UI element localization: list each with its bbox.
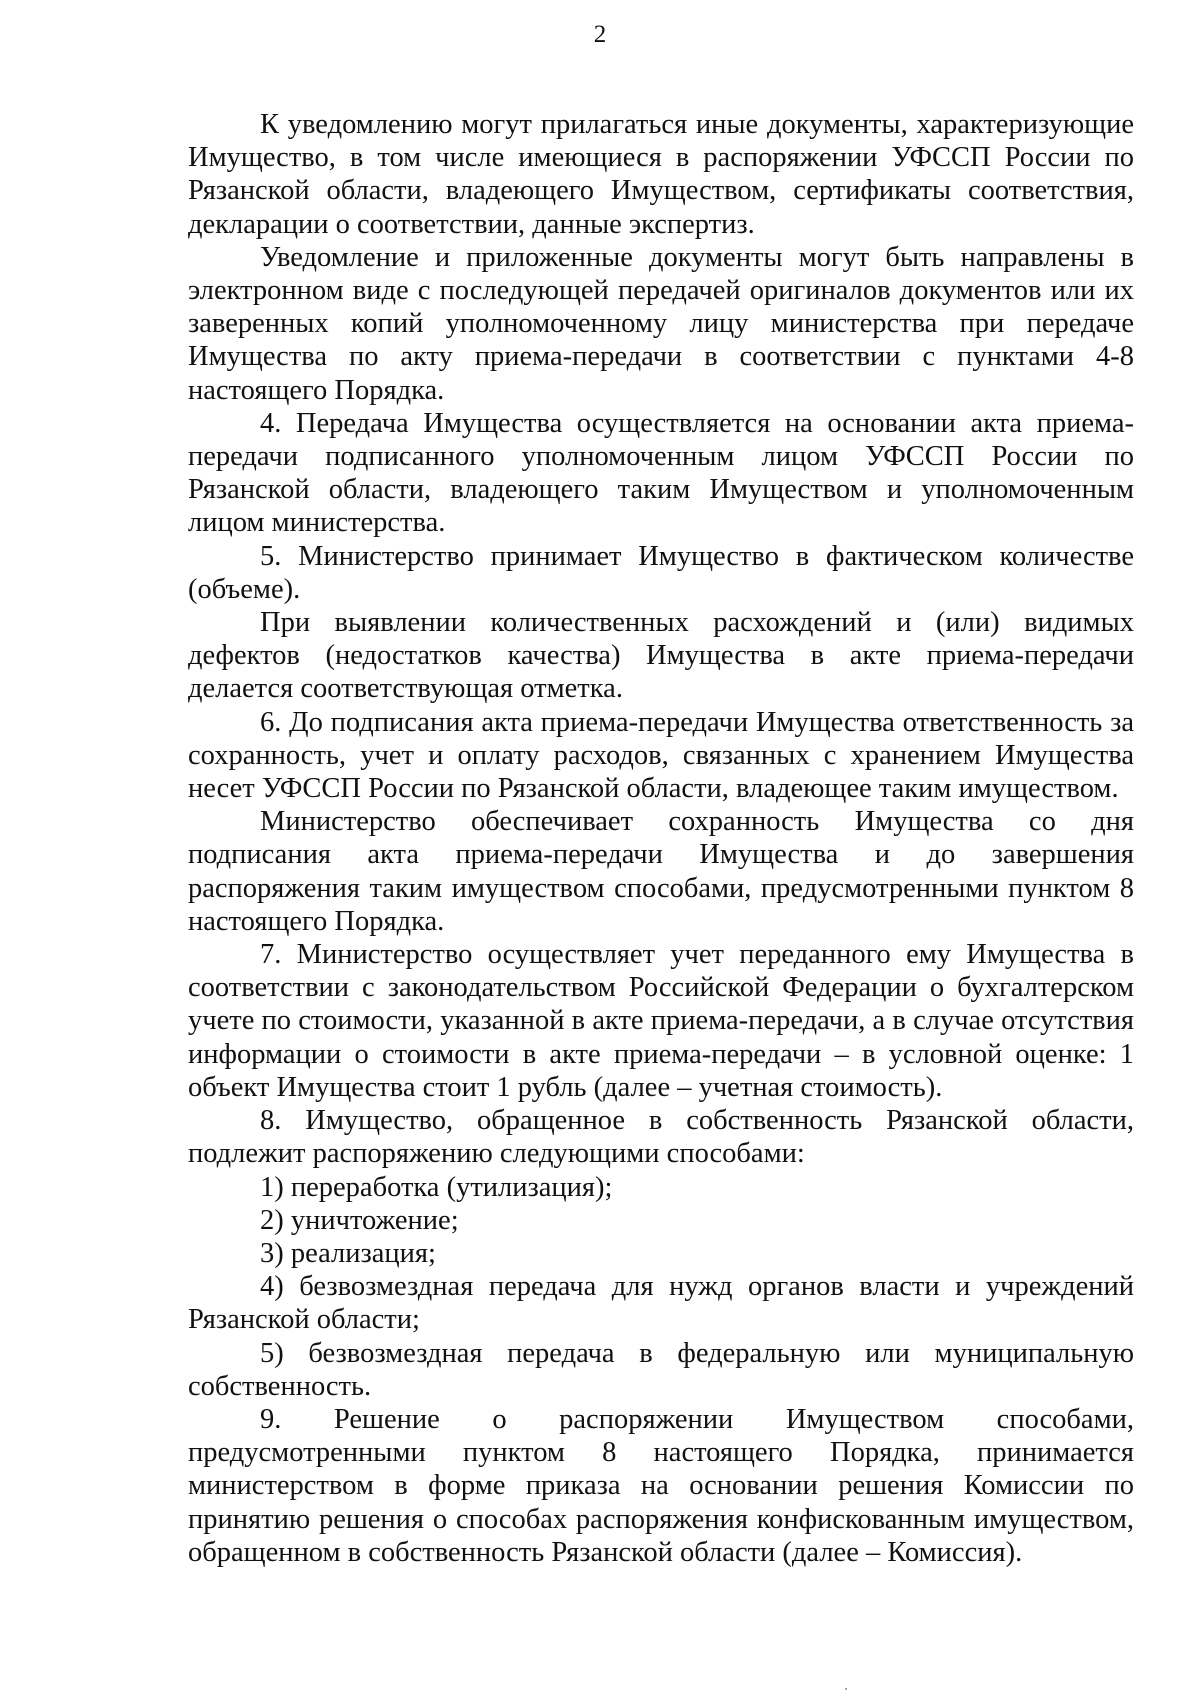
paragraph-item-4: 4. Передача Имущества осуществляется на основании акта приема-передачи подписанного уполномоченным лицом УФССП России по Рязанской области, владеющего таким Имуществом и уполномоченным лицом министерства. (188, 407, 1134, 539)
paragraph-discrepancies: При выявлении количественных расхождений и (или) видимых дефектов (недостатков качества) Имущества в акте приема-передачи делается соответствующая отметка. (188, 607, 1134, 705)
paragraph-item-6: 6. До подписания акта приема-передачи Имущества ответственность за сохранность, учет и оплату расходов, связанных с хранением Имущества несет УФССП России по Рязанской области, владеющее таким имуществом. (188, 706, 1134, 805)
paragraph-electronic-submission: Уведомление и приложенные документы могут быть направлены в электронном виде с последующей передачей оригиналов документов или их заверенных копий уполномоченному лицу министерства при передаче Имущества по акту приема-передачи в соответствии с пунктами 4-8 настоящего Порядка. (188, 241, 1134, 406)
list-item-sale: 3) реализация; (260, 1237, 436, 1269)
list-item-transfer-regional: 4) безвозмездная передача для нужд органов власти и учреждений Рязанской области; (188, 1271, 1134, 1336)
list-item-recycling: 1) переработка (утилизация); (260, 1171, 613, 1203)
paragraph-item-9: 9. Решение о распоряжении Имуществом способами, предусмотренными пунктом 8 настоящего Порядка, принимается министерством в форме приказа на основании решения Комиссии по принятию решения о способах распоряжения конфискованным имуществом, обращенном в собственность Рязанской области (далее – Комиссия). (188, 1403, 1134, 1568)
paragraph-item-7: 7. Министерство осуществляет учет переданного ему Имущества в соответствии с законодательством Российской Федерации о бухгалтерском учете по стоимости, указанной в акте приема-передачи, а в случае отсутствия информации о стоимости в акте приема-передачи – в условной оценке: 1 объект Имущества стоит 1 рубль (далее – учетная стоимость). (188, 939, 1134, 1103)
scan-speck (845, 1688, 847, 1690)
list-item-destruction: 2) уничтожение; (260, 1204, 459, 1236)
paragraph-item-8: 8. Имущество, обращенное в собственность Рязанской области, подлежит распоряжению следующими способами: (188, 1105, 1134, 1170)
paragraph-attachments: К уведомлению могут прилагаться иные документы, характеризующие Имущество, в том числе имеющиеся в распоряжении УФССП России по Рязанской области, владеющего Имуществом, сертификаты соответствия, декларации о соответствии, данные экспертиз. (188, 109, 1134, 240)
page-number: 2 (593, 21, 607, 48)
document-body (188, 108, 1134, 1569)
paragraph-item-5: 5. Министерство принимает Имущество в фактическом количестве (объеме). (188, 540, 1134, 605)
paragraph-ministry-safekeeping: Министерство обеспечивает сохранность Имущества со дня подписания акта приема-передачи Имущества и до завершения распоряжения таким имуществом способами, предусмотренными пунктом 8 настоящего Порядка. (188, 806, 1134, 937)
list-item-transfer-federal: 5) безвозмездная передача в федеральную или муниципальную собственность. (188, 1337, 1134, 1402)
